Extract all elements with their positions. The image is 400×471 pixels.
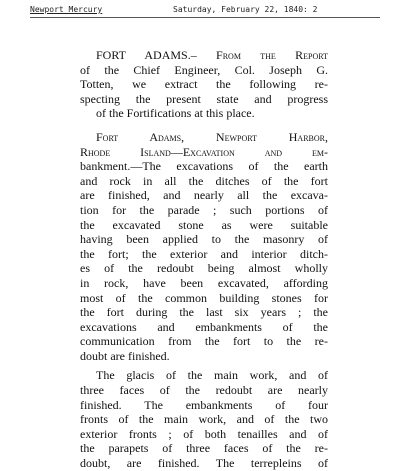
article-line: es of the redoubt being almost wholly: [80, 261, 328, 276]
article-line: specting the present state and progress: [80, 91, 328, 106]
article-line: of the Chief Engineer, Col. Joseph G.: [80, 62, 328, 77]
header-rule: [30, 17, 380, 18]
page-header: [30, 5, 380, 19]
publication-name: Newport Mercury: [30, 5, 103, 14]
article-line: fronts of the main work, and of the two: [80, 412, 328, 427]
article-line: of the Fortifications at this place.: [96, 106, 255, 121]
article-line: in rock, have been excavated, affording: [80, 275, 328, 290]
article-line: are finished, and nearly all the excava-: [80, 188, 328, 203]
article-line: FORT ADAMS.– From the Report: [96, 48, 328, 62]
article-line: the excavated stone as were suitable: [80, 217, 328, 232]
article-line: tion for the parade ; such portions of: [80, 202, 328, 217]
article-line: having been applied to the masonry of: [80, 232, 328, 247]
article-line: three faces of the redoubt are nearly: [80, 383, 328, 398]
article-intro: [80, 48, 328, 121]
article-line: and rock in all the ditches of the fort: [80, 173, 328, 188]
article-line: doubt are finished.: [80, 348, 170, 363]
article-line: the parapets of three faces of the re-: [80, 441, 328, 456]
article-line: Totten, we extract the following re-: [80, 77, 328, 92]
article-clipping: [80, 48, 328, 471]
article-line: exterior fronts ; of both tenailles and of: [80, 426, 328, 441]
article-line: bankment.—The excavations of the earth: [80, 159, 328, 174]
article-line: most of the common building stones for: [80, 290, 328, 305]
article-line: Rhode Island—Excavation and em-: [80, 144, 328, 159]
article-line: The glacis of the main work, and of: [96, 368, 328, 383]
article-line: the fort during the last six years ; the: [80, 305, 328, 320]
article-line: communication from the fort to the re-: [80, 334, 328, 349]
article-line: finished. The embankments of four: [80, 397, 328, 412]
article-paragraph: [80, 130, 328, 364]
article-paragraph: [80, 368, 328, 470]
article-line: the fort; the exterior and interior ditch-: [80, 246, 328, 261]
article-line: excavations and embankments of the: [80, 319, 328, 334]
article-line: doubt, are finished. The terrepleins of: [80, 456, 328, 471]
publication-date: Saturday, February 22, 1840: 2: [173, 5, 318, 14]
article-line: Fort Adams, Newport Harbor,: [96, 129, 328, 144]
